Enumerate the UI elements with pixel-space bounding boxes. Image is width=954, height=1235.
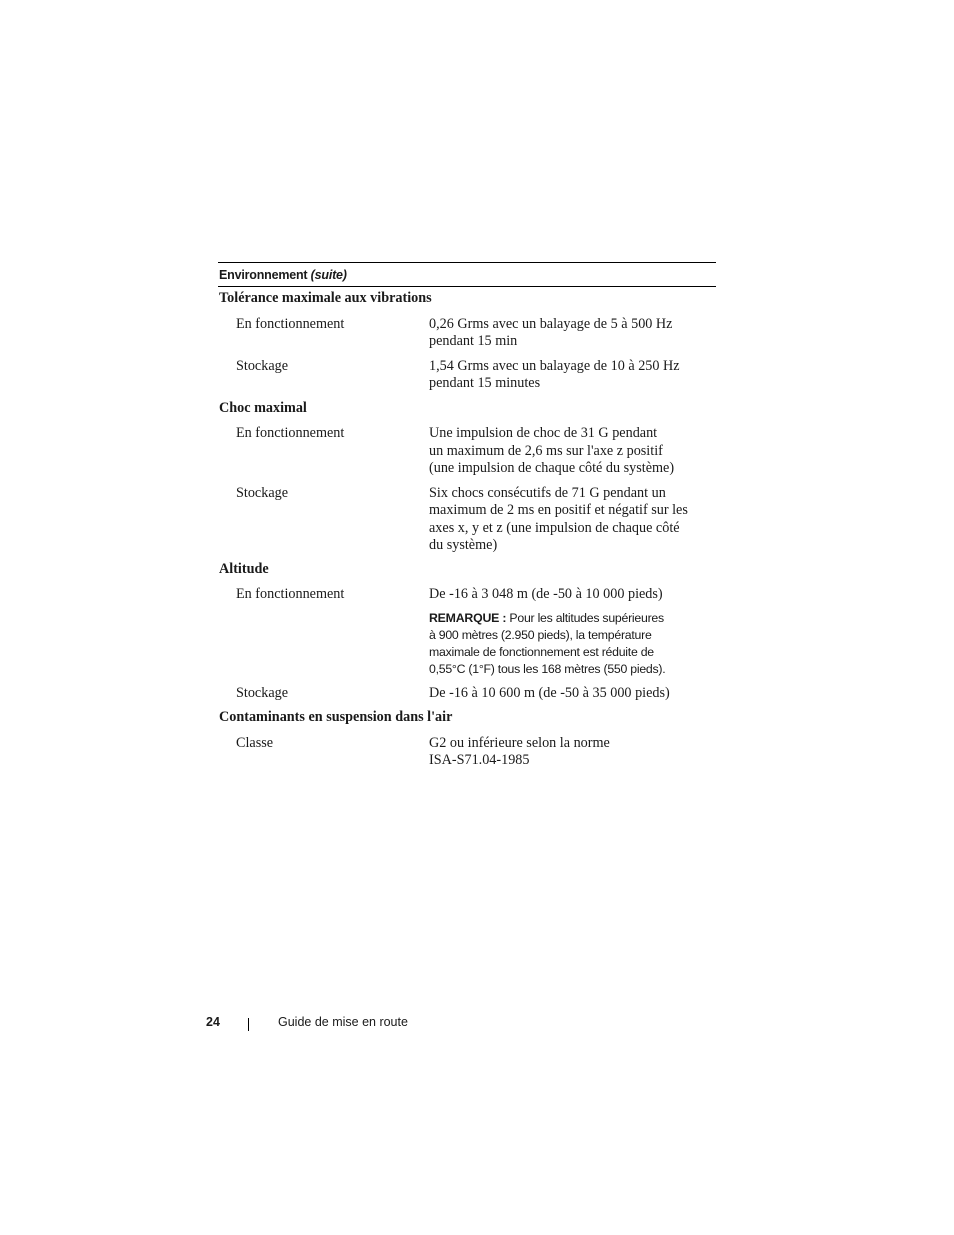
page-number: 24 bbox=[206, 1015, 220, 1029]
section-altitude bbox=[218, 561, 716, 703]
spec-row bbox=[218, 425, 716, 478]
table-header-suffix: (suite) bbox=[310, 268, 347, 282]
spec-value bbox=[429, 425, 699, 478]
spec-label: Stockage bbox=[236, 684, 289, 701]
spec-value-line: un maximum de 2,6 ms sur l'axe z positif bbox=[429, 442, 663, 459]
table-header-title: Environnement bbox=[219, 268, 308, 282]
footer-divider bbox=[248, 1018, 249, 1031]
note-label: REMARQUE : bbox=[429, 610, 507, 625]
spec-value-line: Une impulsion de choc de 31 G pendant bbox=[429, 425, 658, 441]
table-header bbox=[218, 262, 716, 287]
spec-value-line: 1,54 Grms avec un balayage de 10 à 250 Hz bbox=[429, 357, 680, 374]
section-title: Altitude bbox=[219, 560, 269, 577]
section-title: Tolérance maximale aux vibrations bbox=[219, 290, 432, 306]
spec-value-line: (une impulsion de chaque côté du système) bbox=[429, 460, 675, 476]
spec-value-line: maximum de 2 ms en positif et négatif sur les bbox=[429, 502, 688, 518]
spec-label: En fonctionnement bbox=[236, 315, 345, 332]
section-title: Contaminants en suspension dans l'air bbox=[219, 709, 453, 725]
section-title: Choc maximal bbox=[219, 399, 307, 416]
spec-value-line: Six chocs consécutifs de 71 G pendant un bbox=[429, 484, 666, 501]
spec-row bbox=[218, 316, 716, 351]
spec-row bbox=[218, 485, 716, 555]
note-line: maximale de fonctionnement est réduite de bbox=[429, 644, 654, 659]
altitude-note bbox=[429, 610, 699, 678]
spec-value-line: axes x, y et z (une impulsion de chaque côté bbox=[429, 519, 680, 536]
spec-row bbox=[218, 358, 716, 393]
spec-value-line: pendant 15 min bbox=[429, 333, 518, 349]
spec-label: Classe bbox=[236, 734, 274, 751]
spec-value-line: G2 ou inférieure selon la norme bbox=[429, 734, 610, 751]
note-line: 0,55°C (1°F) tous les 168 mètres (550 pieds). bbox=[429, 661, 666, 676]
spec-value-line: du système) bbox=[429, 537, 498, 553]
section-vibration bbox=[218, 290, 716, 393]
spec-label: En fonctionnement bbox=[236, 586, 345, 602]
guide-title: Guide de mise en route bbox=[278, 1015, 408, 1029]
spec-value-line: De -16 à 10 600 m (de -50 à 35 000 pieds) bbox=[429, 684, 670, 701]
note-line bbox=[429, 610, 699, 627]
spec-value bbox=[429, 586, 699, 678]
spec-row bbox=[218, 685, 716, 703]
spec-row bbox=[218, 735, 716, 770]
spec-value bbox=[429, 358, 699, 393]
spec-value-line: 0,26 Grms avec un balayage de 5 à 500 Hz bbox=[429, 315, 673, 332]
spec-value bbox=[429, 485, 699, 555]
environment-spec-table bbox=[218, 262, 716, 770]
spec-label: En fonctionnement bbox=[236, 425, 345, 441]
spec-row bbox=[218, 586, 716, 678]
spec-value bbox=[429, 735, 699, 770]
spec-label: Stockage bbox=[236, 484, 289, 501]
spec-value-line: ISA-S71.04-1985 bbox=[429, 752, 530, 768]
spec-value bbox=[429, 685, 699, 703]
section-shock bbox=[218, 400, 716, 555]
note-line: à 900 mètres (2.950 pieds), la température bbox=[429, 627, 652, 642]
section-contaminants bbox=[218, 709, 716, 770]
spec-label: Stockage bbox=[236, 357, 289, 374]
spec-value bbox=[429, 316, 699, 351]
note-text: Pour les altitudes supérieures bbox=[509, 610, 664, 625]
spec-value-line: De -16 à 3 048 m (de -50 à 10 000 pieds) bbox=[429, 586, 663, 602]
spec-value-line: pendant 15 minutes bbox=[429, 375, 541, 391]
